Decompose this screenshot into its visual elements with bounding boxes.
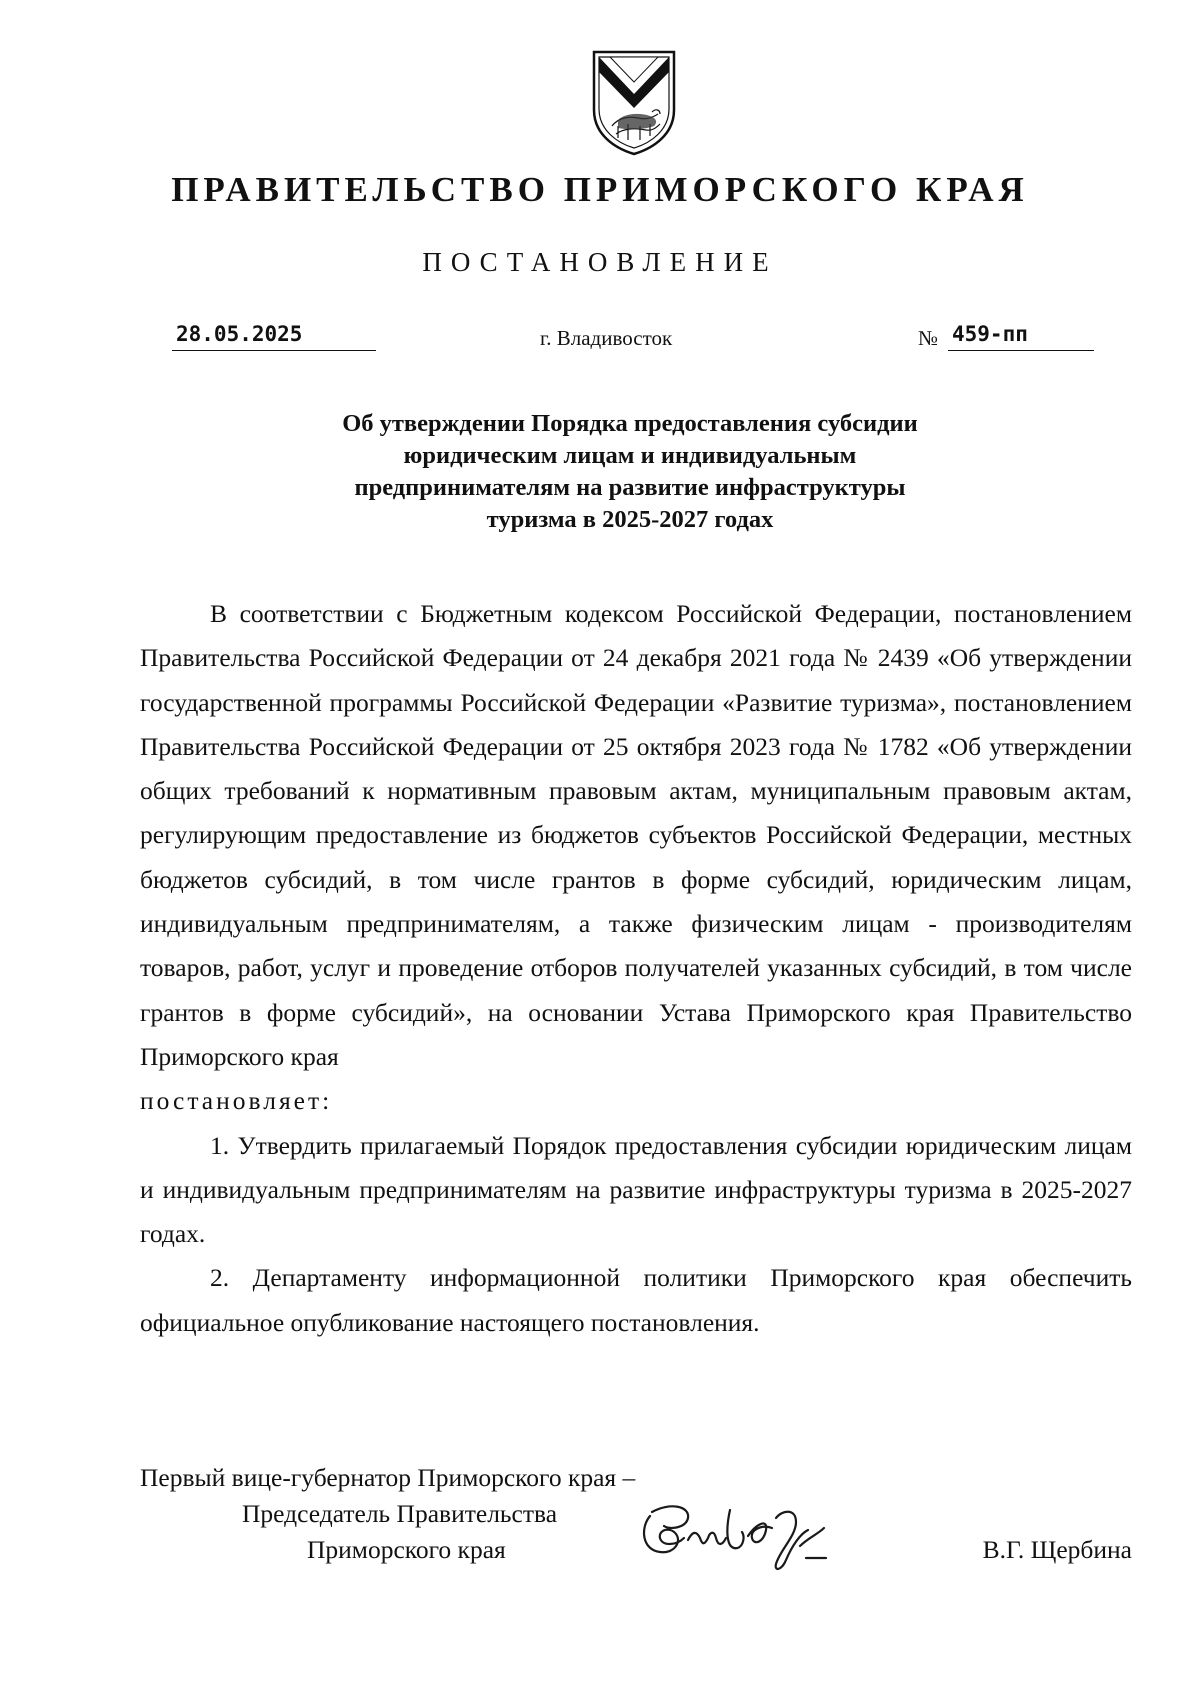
subject-line: туризма в 2025-2027 годах	[486, 506, 774, 533]
document-number: 459-пп	[948, 322, 1094, 351]
subject-line: юридическим лицам и индивидуальным	[403, 442, 857, 469]
document-meta	[0, 322, 1200, 362]
handwritten-signature-icon	[630, 1488, 860, 1578]
signatory-title-line-2: Председатель Правительства	[242, 1499, 558, 1528]
signatory-title-line-1: Первый вице-губернатор Приморского края –	[140, 1463, 636, 1492]
subject-line: Об утверждении Порядка предоставления субсидии	[342, 410, 918, 437]
number-label: №	[918, 326, 939, 350]
preamble-text: В соответствии с Бюджетным кодексом Российской Федерации, постановлением Правительства Российской Федерации от 24 декабря 2021 года № 2439 «Об утверждении государственной программы Российской Федерации «Развитие туризма», постановлением Правительства Российской Федерации от 25 октября 2023 года № 1782 «Об утверждении общих требований к нормативным правовым актам, муниципальным правовым актам, регулирующим предоставление из бюджетов субъектов Российской Федерации, местных бюджетов субсидий, в том числе грантов в форме субсидий, юридическим лицам, индивидуальным предпринимателям, а также физическим лицам - производителям товаров, работ, услуг и проведение отборов получателей указанных субсидий, в том числе грантов в форме субсидий», на основании Устава Приморского края Правительство Приморского края	[140, 599, 1132, 1071]
signatory-title-line-3: Приморского края	[307, 1535, 506, 1564]
preamble-paragraph	[140, 592, 1132, 1124]
item-1-paragraph: 1. Утвердить прилагаемый Порядок предоставления субсидии юридическим лицам и индивидуальным предпринимателям на развитие инфраструктуры туризма в 2025-2027 годах.	[140, 1130, 1132, 1249]
document-body	[140, 592, 1132, 1345]
document-subject	[200, 408, 1060, 536]
decree-word: постановляет:	[140, 1086, 333, 1116]
signatory-name: В.Г. Щербина	[982, 1535, 1132, 1564]
coat-of-arms-icon	[588, 48, 680, 156]
item-2-paragraph: 2. Департаменту информационной политики Приморского края обеспечить официальное опубликование настоящего постановления.	[140, 1263, 1132, 1337]
document-city: г. Владивосток	[540, 326, 673, 350]
document-date: 28.05.2025	[172, 322, 376, 351]
government-title: ПРАВИТЕЛЬСТВО ПРИМОРСКОГО КРАЯ	[171, 170, 1029, 209]
signature-block	[140, 1460, 1132, 1600]
subject-line: предпринимателям на развитие инфраструктуры	[354, 474, 906, 501]
document-type: ПОСТАНОВЛЕНИЕ	[422, 247, 778, 277]
